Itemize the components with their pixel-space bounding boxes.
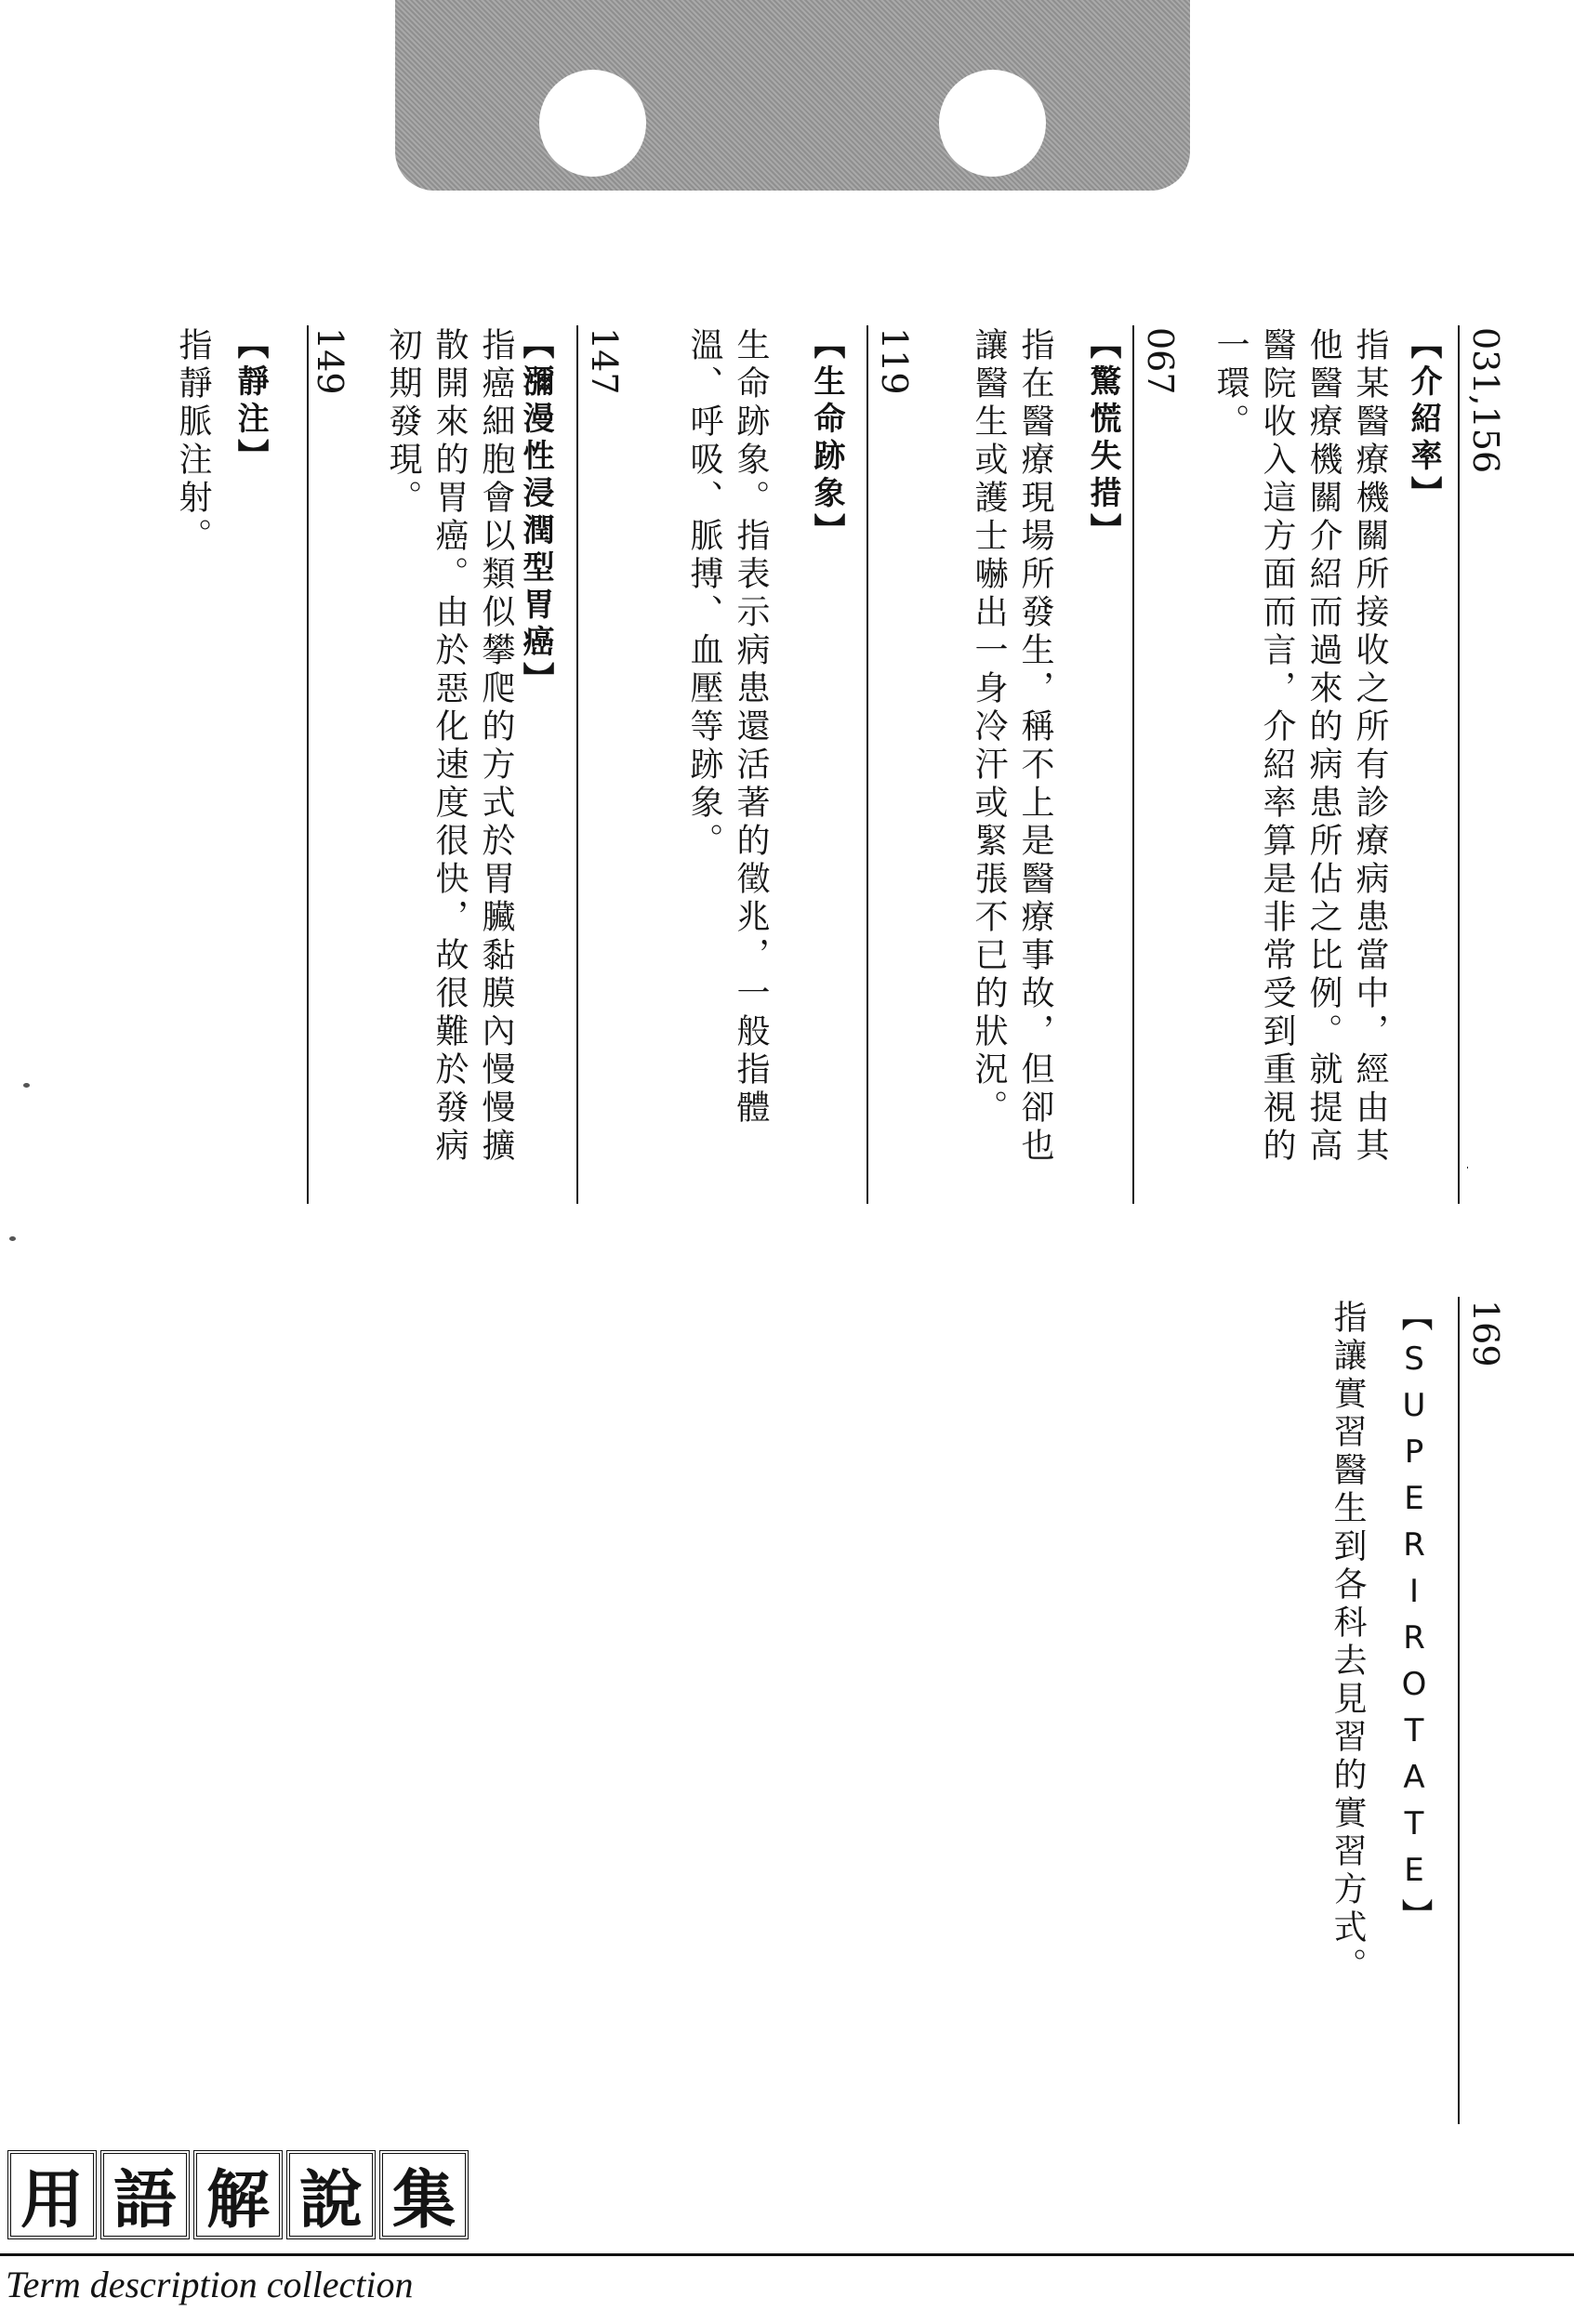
clipboard-clip	[395, 0, 1190, 191]
entry-term: 【生命跡象】	[808, 327, 845, 550]
entry-term: 【瀰漫性浸潤型胃癌】	[517, 327, 554, 699]
entry-ref: 031,156	[1465, 327, 1506, 474]
entry-text: 指讓實習醫生到各科去見習的實習方式。	[1329, 1300, 1367, 1986]
entry-ref: 149	[310, 327, 351, 395]
entry-divider	[307, 325, 309, 1204]
entry-text: 指某醫療機關所接收之所有診療病患當中，經由其他醫療機關介紹而過來的病患所佔之比例。就提高醫院收入這方面而言，介紹率算是非常受到重視的一環。	[1211, 327, 1389, 1166]
entry-term: 【介紹率】	[1405, 327, 1442, 513]
divider-line	[1467, 1167, 1468, 1169]
entry-divider	[1458, 1297, 1460, 2124]
entry-divider	[1132, 325, 1134, 1204]
title-char: 用	[7, 2150, 97, 2239]
title-char: 說	[286, 2150, 376, 2239]
clip-hole-left	[539, 70, 646, 177]
entry-divider	[576, 325, 578, 1204]
entry-text: 指在醫療現場所發生，稱不上是醫療事故，但卻也讓醫生或護士嚇出一身冷汗或緊張不已的狀況。	[970, 327, 1054, 1166]
title-char: 集	[379, 2150, 469, 2239]
entry-term: 【驚慌失措】	[1084, 327, 1121, 550]
entry-ref: 147	[584, 327, 625, 395]
entry-text: 生命跡象。指表示病患還活著的徵兆，一般指體溫、呼吸、脈搏、血壓等跡象。	[685, 327, 770, 1128]
entry-term: 【SUPERIROTATE】	[1395, 1300, 1433, 1939]
title-char: 語	[100, 2150, 190, 2239]
scan-speck	[9, 1236, 16, 1241]
page-title	[7, 2150, 472, 2239]
entry-text: 指靜脈注射。	[174, 327, 212, 556]
entry-text: 指癌細胞會以類似攀爬的方式於胃臟黏膜內慢慢擴散開來的胃癌。由於惡化速度很快，故很難於發病初期發現。	[384, 327, 515, 1166]
title-char: 解	[193, 2150, 283, 2239]
page-subtitle: Term description collection	[6, 2264, 414, 2305]
clip-hole-right	[939, 70, 1046, 177]
entry-term: 【靜注】	[231, 327, 269, 476]
entry-ref: 067	[1140, 327, 1181, 395]
entry-divider	[1458, 325, 1460, 1204]
entry-divider	[866, 325, 868, 1204]
entry-ref: 169	[1465, 1300, 1506, 1367]
entry-ref: 119	[874, 327, 915, 395]
footer-rule	[0, 2253, 1574, 2256]
scan-speck	[23, 1083, 30, 1088]
